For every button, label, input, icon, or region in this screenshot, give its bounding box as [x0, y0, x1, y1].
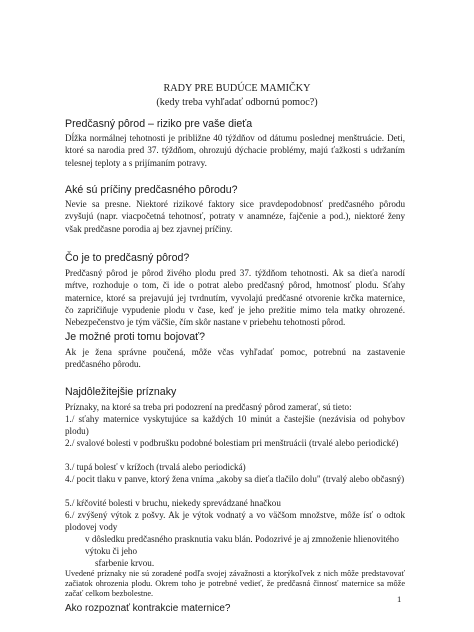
document-subtitle: (kedy treba vyhľadať odbornú pomoc?) — [156, 97, 318, 108]
section-heading-contractions: Ako rozpoznať kontrakcie maternice? — [65, 603, 231, 614]
page-number: 1 — [397, 594, 402, 604]
symptom-item-6-line-1: 6./ zvýšený výtok z pošvy. Ak je výtok vodnatý a vo väčšom množstve, môže ísť o odtok plodovej vody — [65, 510, 405, 533]
paragraph-causes: Nevie sa presne. Niektoré rizikové faktory sice pravdepodobnosť predčasného pôrodu zvyšujú (napr. viacpočetná tehotnosť, potraty v anamnéze, fajčenie a pod.), niektoré ženy však predčasne porodia aj bez zjavnej príčiny. — [65, 199, 405, 234]
section-heading-symptoms: Najdôležitejšie príznaky — [65, 386, 177, 398]
symptom-item-1: 1./ sťahy maternice vyskytujúce sa každých 10 minút a častejšie (nezávisia od pohybov plodu) — [65, 414, 405, 437]
symptom-item-6-line-3: sfarbenie krvou. — [95, 558, 155, 568]
symptom-item-5: 5./ kŕčovité bolesti v bruchu, niekedy sprevádzané hnačkou — [65, 498, 281, 508]
section-heading-causes: Aké sú príčiny predčasného pôrodu? — [65, 184, 238, 196]
symptoms-intro: Príznaky, na ktoré sa treba pri podozrení na predčasný pôrod zamerať, sú tieto: — [65, 402, 352, 412]
symptoms-outro: Uvedené príznaky nie sú zoradené podľa svojej závažnosti a ktorýkoľvek z nich môže predstavovať začiatok ohrozenia plodu. Okrem toho je potrebné vedieť, že predčasná činnosť maternice sa môže začať celkom bezbolestne. — [65, 569, 405, 598]
paragraph-preterm-risk: Dĺžka normálnej tehotnosti je približne 40 týždňov od dátumu poslednej menštruácie. Deti, ktoré sa narodia pred 37. týždňom, ohrozujú dýchacie problémy, majú ťažkosti s udržaním telesnej teploty a s prijímaním potravy. — [65, 133, 405, 168]
symptom-item-6-line-2: v dôsledku predčasného prasknutia vaku blán. Podozrivé je aj zmnoženie hlienovitého výtoku či jeho — [85, 534, 399, 557]
paragraph-prevention: Ak je žena správne poučená, môže včas vyhľadať pomoc, potrebnú na zastavenie predčasného pôrodu. — [65, 347, 405, 370]
symptom-item-2: 2./ svalové bolesti v podbrušku podobné bolestiam pri menštruácii (trvalé alebo periodické) — [65, 438, 399, 448]
symptom-item-4: 4./ pocit tlaku v panve, ktorý žena vníma „akoby sa dieťa tlačilo dolu" (trvalý alebo občasný) — [65, 474, 405, 484]
section-heading-prevention: Je možné proti tomu bojovať? — [65, 331, 205, 343]
symptom-item-3: 3./ tupá bolesť v krížoch (trvalá alebo periodická) — [65, 462, 246, 472]
section-heading-preterm-risk: Predčasný pôrod – riziko pre vaše dieťa — [65, 118, 253, 130]
document-title: RADY PRE BUDÚCE MAMIČKY — [163, 83, 311, 94]
section-heading-definition: Čo je to predčasný pôrod? — [65, 252, 190, 264]
paragraph-definition: Predčasný pôrod je pôrod živého plodu pred 37. týždňom tehotnosti. Ak sa dieťa narodí mŕtve, rozhoduje o tom, či ide o potrat alebo predčasný pôrod, hmotnosť plodu. Sťahy maternice, ktoré sa prejavujú jej tvrdnutím, vyvolajú predčasné otvorenie krčka maternice, čo zapričiňuje vypudenie plodu v čase, keď je jeho prežitie mimo tela matky ohrozené. Nebezpečenstvo je tým väčšie, čím skôr nastane v priebehu tehotnosti pôrod. — [65, 268, 405, 328]
